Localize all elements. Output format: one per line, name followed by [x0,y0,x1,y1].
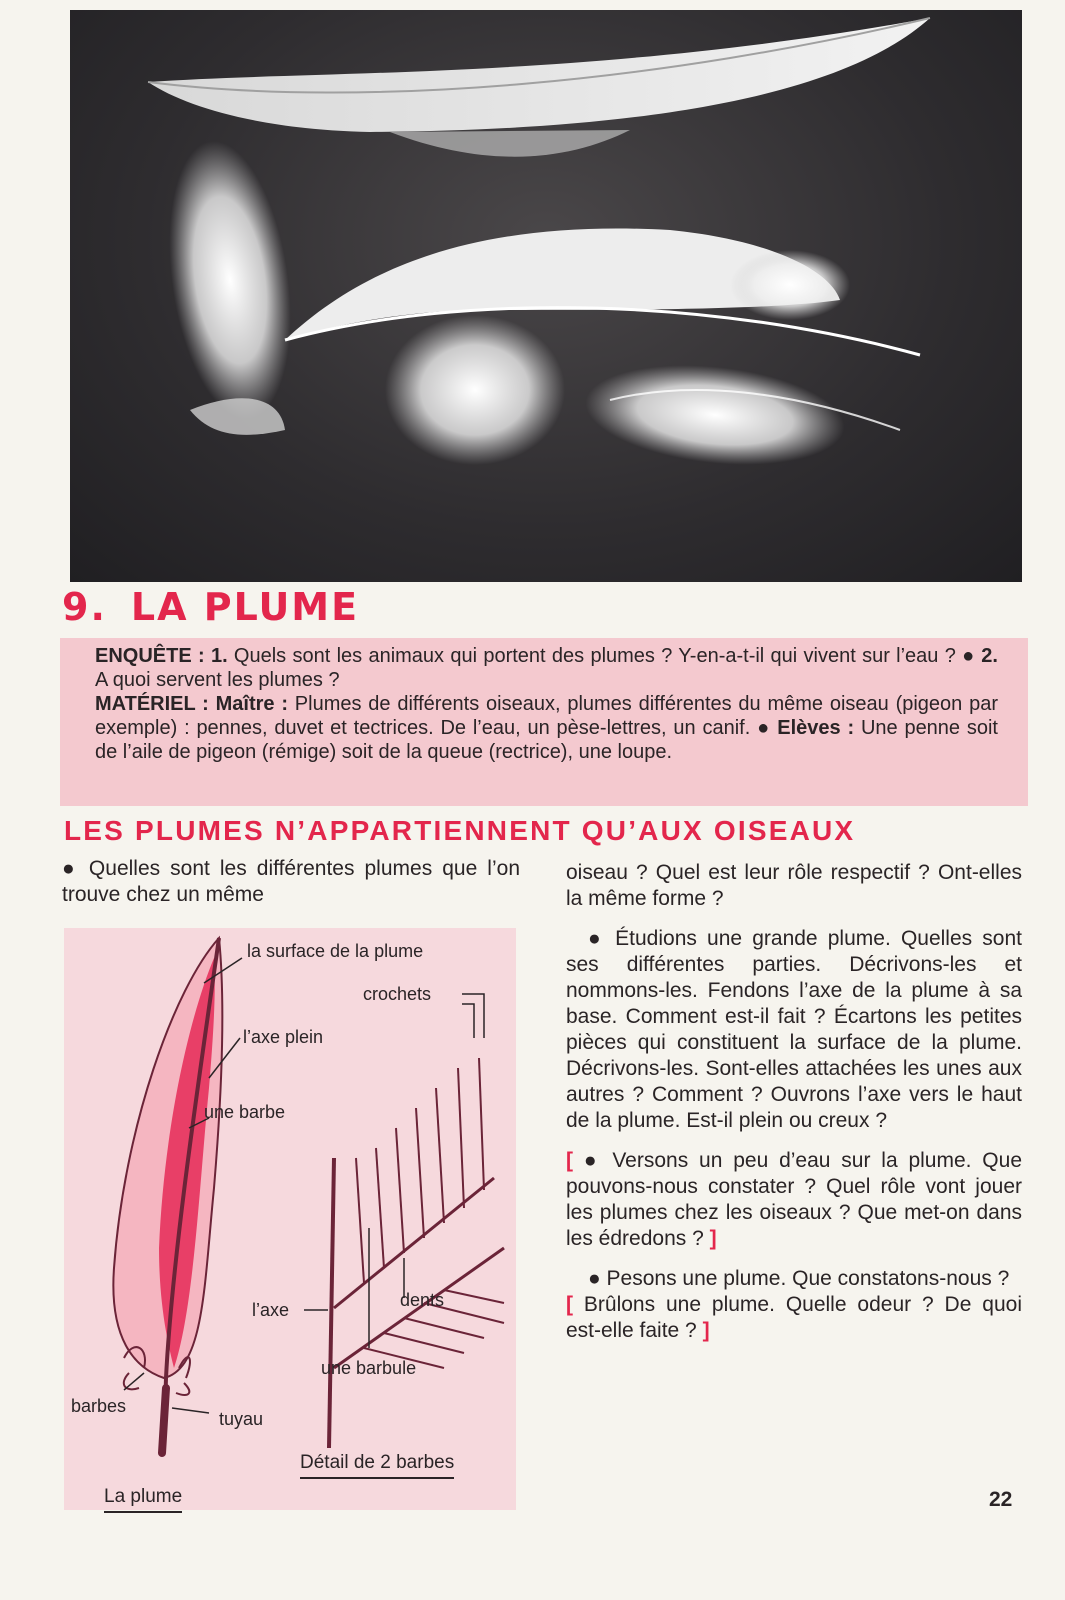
paragraph-3-text: ● Versons un peu d’eau sur la plume. Que pouvons-nous constater ? Quel rôle vont jouer les plumes chez les oiseaux ? Que met-on dans les édredons ? [566,1149,1022,1250]
bullet: ● [962,645,975,667]
bullet: ● [757,717,771,739]
materiel-paragraph [95,692,998,764]
barbules [356,1058,504,1368]
label-crochets: crochets [363,984,432,1004]
page-number: 22 [989,1488,1013,1511]
enquete-text-1: Quels sont les animaux qui portent des plumes ? Y-en-a-t-il qui vivent sur l’eau ? [227,645,963,667]
label-barbes: barbes [71,1396,127,1416]
eleves-label: Elèves : [770,717,855,739]
feathers-photo [70,10,1022,582]
lesson-number: 9. [62,585,107,629]
caption-detail: Détail de 2 barbes [300,1452,454,1479]
bracket-open: [ [566,1149,573,1172]
lesson-title-text: LA PLUME [130,585,360,629]
label-barbe: une barbe [204,1102,286,1122]
materiel-maitre-text: Plumes de différents oiseaux, plumes différentes du même oiseau (pigeon par exemple) : pennes, duvet et tectrices. De l’eau, un pèse-lettres, un canif. [95,693,998,739]
paragraph-1-start: ● Quelles sont les différentes plumes que l’on trouve chez un même [62,857,520,906]
paragraph-4: ● Pesons une plume. Que constatons-nous ? [588,1267,1010,1290]
bracket-open: [ [566,1293,573,1316]
paragraph-3 [566,1148,1022,1252]
paragraph-1-end: oiseau ? Quel est leur rôle respectif ? Ont-elles la même forme ? [566,861,1022,910]
bracket-close: ] [709,1227,717,1250]
enquete-text-2: A quoi servent les plumes ? [95,669,340,691]
paragraph-5 [566,1292,1022,1344]
inquiry-box [60,638,1028,806]
bracket-close: ] [702,1319,710,1342]
eleves-text: Une penne soit de l’aile de pigeon (rémige) soit de la queue (rectrice), une loupe. [95,717,998,763]
label-surface: la surface de la plume [247,941,424,961]
label-axe: l’axe [252,1300,290,1320]
label-axe-plein: l’axe plein [243,1027,324,1047]
enquete-label-2: 2. [975,645,998,667]
paragraph-2: ● Étudions une grande plume. Quelles sont ses différentes parties. Décrivons-les et nommons-les. Fendons l’axe de la plume à sa base. Comment est-il fait ? Écartons les petites pièces qui constituent la surface de la plume. Décrivons-les. Sont-elles attachées les unes aux autres ? Comment ? Ouvrons l’axe vers le haut de la plume. Est-il plein ou creux ? [566,927,1022,1132]
label-dents: dents [400,1290,445,1310]
paragraph-5-text: Brûlons une plume. Quelle odeur ? De quoi est-elle faite ? [566,1293,1022,1342]
feather-diagram [64,928,516,1510]
section-heading: LES PLUMES N’APPARTIENNENT QU’AUX OISEAUX [64,815,856,846]
feather-quill [162,1388,166,1453]
enquete-label: ENQUÊTE : 1. [95,645,228,667]
label-tuyau: tuyau [219,1409,264,1429]
caption-plume: La plume [104,1486,182,1513]
body-right-column [566,860,1022,1358]
label-barbule: une barbule [321,1358,417,1378]
materiel-label: MATÉRIEL : Maître : [95,693,288,715]
body-left-top [62,856,520,922]
enquete-paragraph [95,644,998,692]
lesson-title [62,585,359,633]
